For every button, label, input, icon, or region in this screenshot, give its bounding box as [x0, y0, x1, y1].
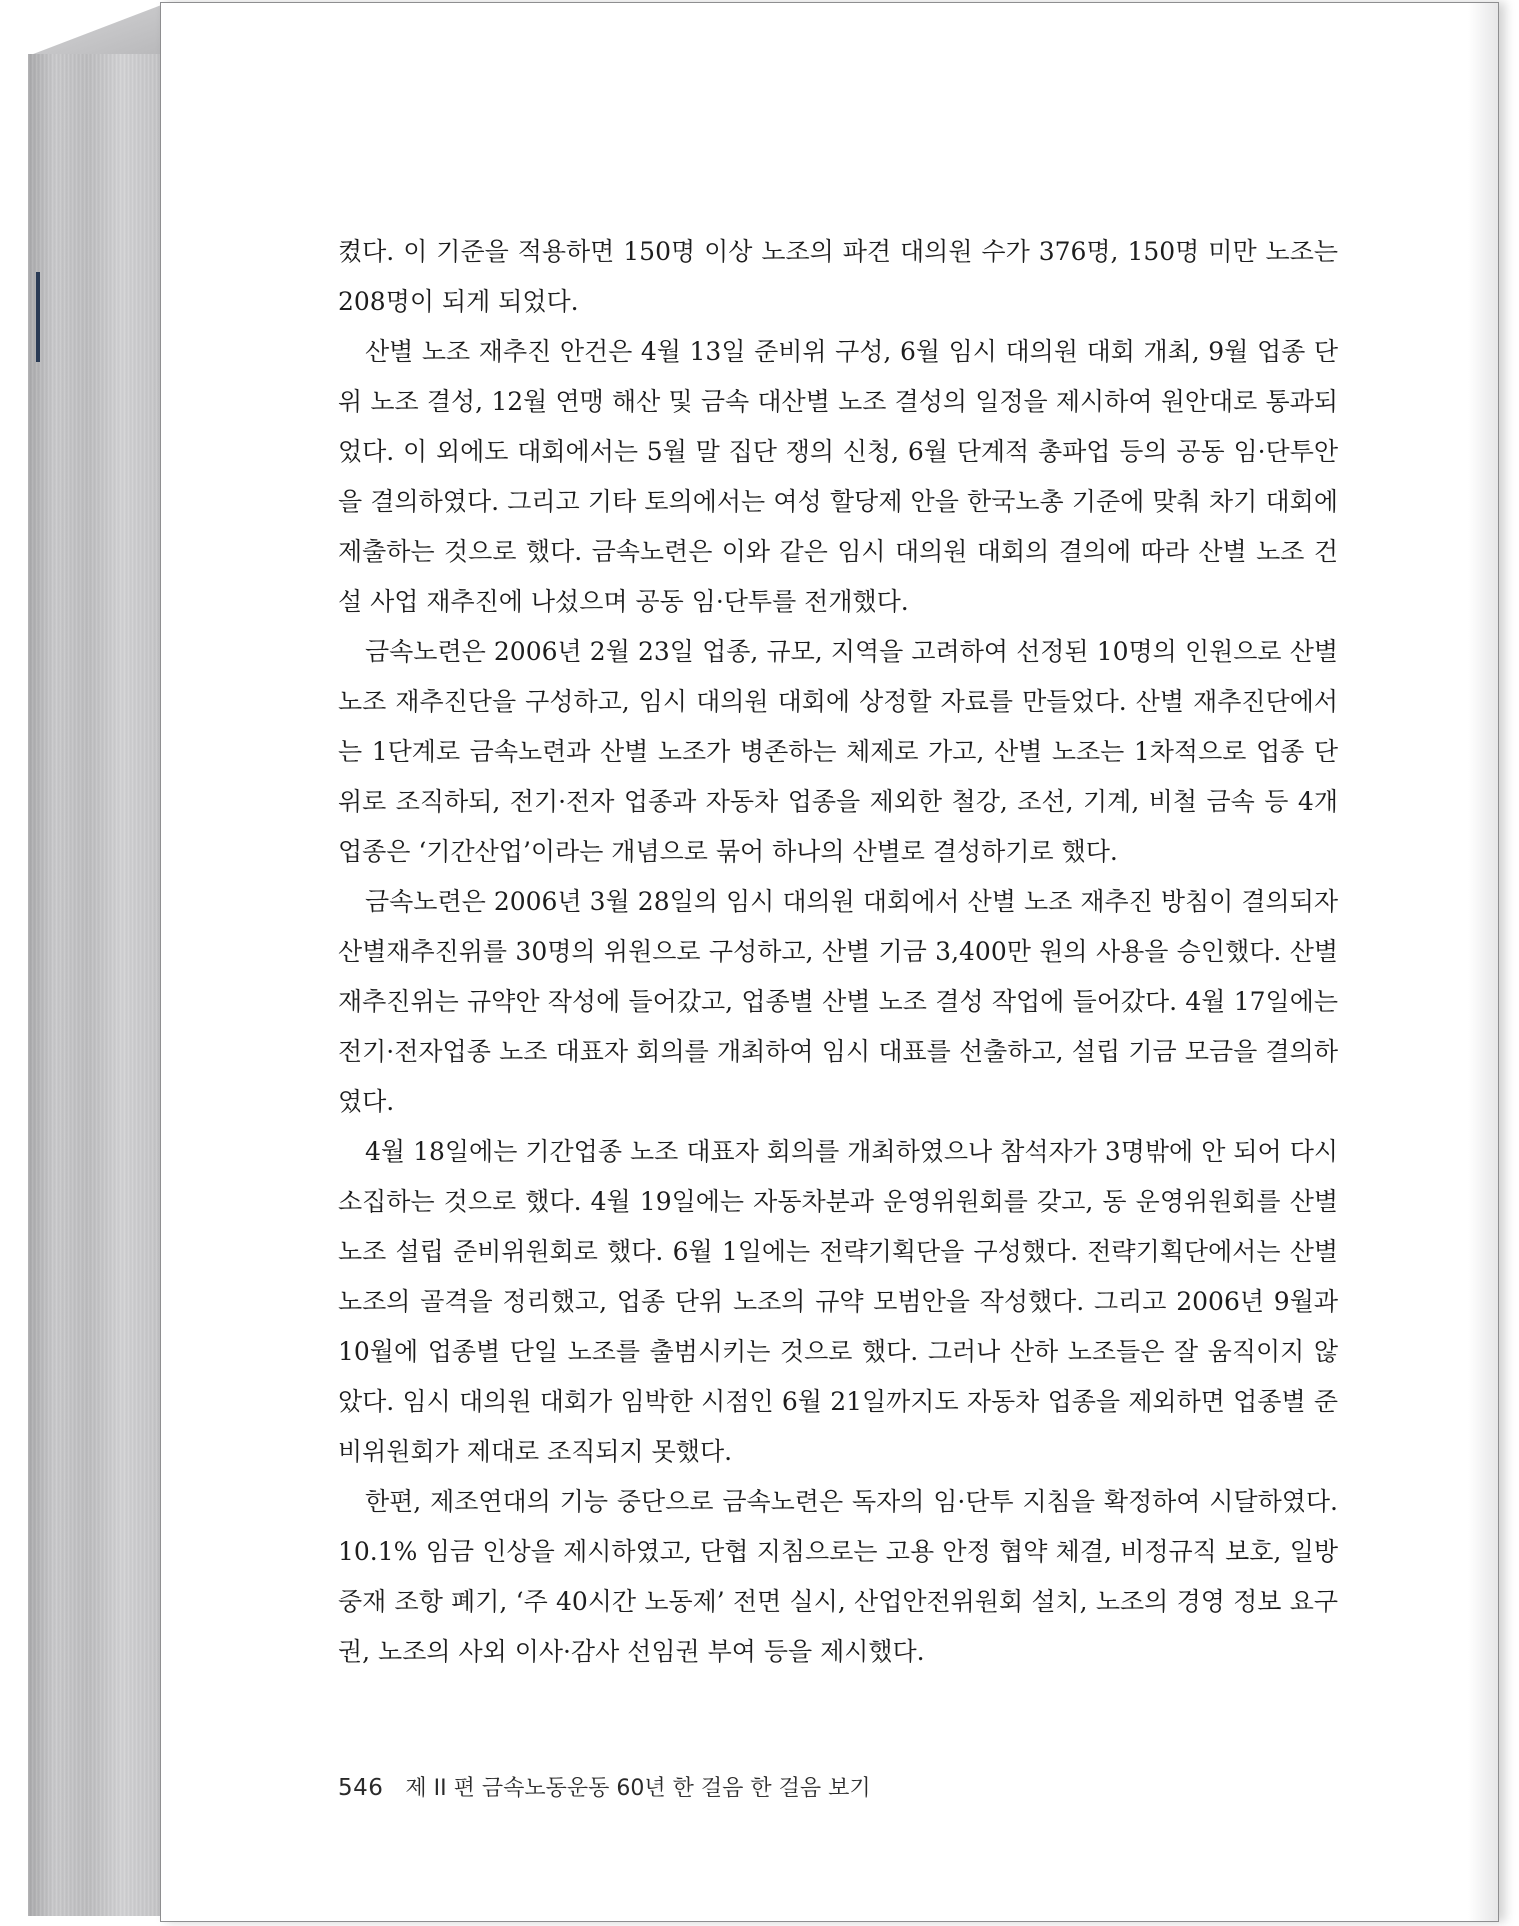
body-text — [338, 227, 1338, 1677]
page-footer — [338, 1771, 871, 1802]
book-page-edges — [28, 54, 162, 1916]
page-edge-shadow — [1468, 3, 1498, 1921]
paragraph-6: 한편, 제조연대의 기능 중단으로 금속노련은 독자의 임·단투 지침을 확정하여 시달하였다. 10.1% 임금 인상을 제시하였고, 단협 지침으로는 고용 안정 협약 체결, 비정규직 보호, 일방 중재 조항 폐기, ‘주 40시간 노동제’ 전면 실시, 산업안전위원회 설치, 노조의 경영 정보 요구권, 노조의 사외 이사·감사 선임권 부여 등을 제시했다. — [338, 1487, 1338, 1666]
paragraph-3: 금속노련은 2006년 2월 23일 업종, 규모, 지역을 고려하여 선정된 10명의 인원으로 산별 노조 재추진단을 구성하고, 임시 대의원 대회에 상정할 자료를 만들었다. 산별 재추진단에서는 1단계로 금속노련과 산별 노조가 병존하는 체제로 가고, 산별 노조는 1차적으로 업종 단위로 조직하되, 전기·전자 업종과 자동차 업종을 제외한 철강, 조선, 기계, 비철 금속 등 4개 업종은 ‘기간산업’이라는 개념으로 묶어 하나의 산별로 결성하기로 했다. — [338, 637, 1338, 866]
running-title: 제 II 편 금속노동운동 60년 한 걸음 한 걸음 보기 — [405, 1776, 871, 1801]
paragraph-4: 금속노련은 2006년 3월 28일의 임시 대의원 대회에서 산별 노조 재추진 방침이 결의되자 산별재추진위를 30명의 위원으로 구성하고, 산별 기금 3,400만 원의 사용을 승인했다. 산별재추진위는 규약안 작성에 들어갔고, 업종별 산별 노조 결성 작업에 들어갔다. 4월 17일에는 전기·전자업종 노조 대표자 회의를 개최하여 임시 대표를 선출하고, 설립 기금 모금을 결의하였다. — [338, 887, 1338, 1116]
paragraph-5: 4월 18일에는 기간업종 노조 대표자 회의를 개최하였으나 참석자가 3명밖에 안 되어 다시 소집하는 것으로 했다. 4월 19일에는 자동차분과 운영위원회를 갖고, 동 운영위원회를 산별 노조 설립 준비위원회로 했다. 6월 1일에는 전략기획단을 구성했다. 전략기획단에서는 산별 노조의 골격을 정리했고, 업종 단위 노조의 규약 모범안을 작성했다. 그리고 2006년 9월과 10월에 업종별 단일 노조를 출범시키는 것으로 했다. 그러나 산하 노조들은 잘 움직이지 않았다. 임시 대의원 대회가 임박한 시점인 6월 21일까지도 자동차 업종을 제외하면 업종별 준비위원회가 제대로 조직되지 못했다. — [338, 1137, 1338, 1466]
paragraph-1: 켰다. 이 기준을 적용하면 150명 이상 노조의 파견 대의원 수가 376명, 150명 미만 노조는 208명이 되게 되었다. — [338, 237, 1338, 316]
bookmark-ribbon — [36, 272, 40, 362]
page-number: 546 — [338, 1775, 384, 1801]
book-page — [160, 2, 1499, 1922]
paragraph-2: 산별 노조 재추진 안건은 4월 13일 준비위 구성, 6월 임시 대의원 대회 개최, 9월 업종 단위 노조 결성, 12월 연맹 해산 및 금속 대산별 노조 결성의 일정을 제시하여 원안대로 통과되었다. 이 외에도 대회에서는 5월 말 집단 쟁의 신청, 6월 단계적 총파업 등의 공동 임·단투안을 결의하였다. 그리고 기타 토의에서는 여성 할당제 안을 한국노총 기준에 맞춰 차기 대회에 제출하는 것으로 했다. 금속노련은 이와 같은 임시 대의원 대회의 결의에 따라 산별 노조 건설 사업 재추진에 나섰으며 공동 임·단투를 전개했다. — [338, 337, 1338, 616]
